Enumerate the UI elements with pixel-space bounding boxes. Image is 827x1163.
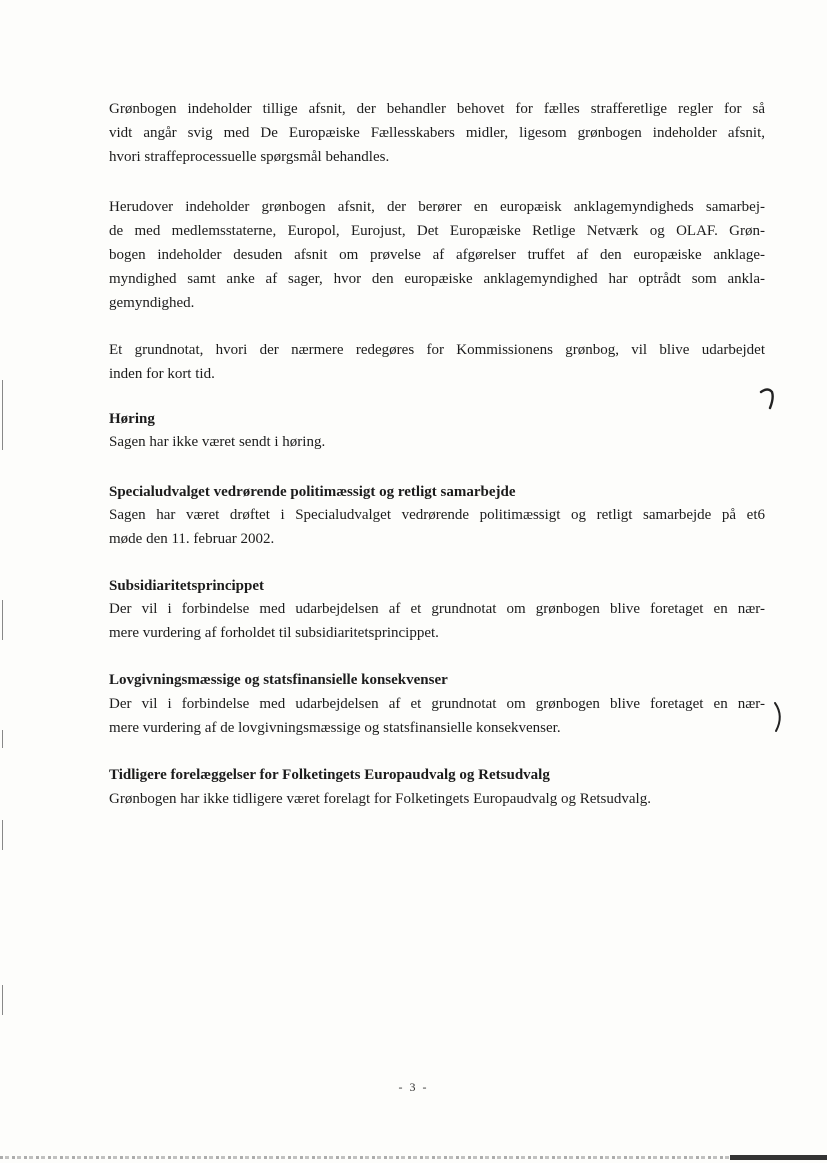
- paragraph-1: [109, 97, 765, 169]
- scan-edge-mark: [2, 985, 3, 1015]
- text-line: Der vil i forbindelse med udarbejdelsen af et grundnotat om grønbogen blive foretaget en nær-: [109, 601, 765, 617]
- text-line: mere vurdering af de lovgivningsmæssige og statsfinansielle konsekvenser.: [109, 720, 561, 736]
- scan-mark-paren: [772, 700, 788, 734]
- section-text-horing: Sagen har ikke været sendt i høring.: [109, 434, 326, 450]
- section-text-konsekvenser: [109, 692, 765, 740]
- text-line: Herudover indeholder grønbogen afsnit, der berører en europæisk anklagemyndigheds samarbej-: [109, 199, 765, 215]
- scan-edge-mark: [2, 730, 3, 748]
- scan-bottom-line: [0, 1156, 827, 1159]
- scan-edge-mark: [2, 820, 3, 850]
- scan-edge-mark: [2, 380, 3, 450]
- section-heading-tidligere: Tidligere forelæggelser for Folketingets Europaudvalg og Retsudvalg: [109, 767, 550, 783]
- text-line: inden for kort tid.: [109, 366, 215, 382]
- scan-edge-mark: [2, 600, 3, 640]
- section-text-subsidiaritet: [109, 597, 765, 645]
- section-heading-konsekvenser: Lovgivningsmæssige og statsfinansielle konsekvenser: [109, 672, 448, 688]
- section-heading-subsidiaritet: Subsidiaritetsprincippet: [109, 578, 265, 594]
- text-line: møde den 11. februar 2002.: [109, 531, 275, 547]
- scan-mark-hook: [758, 386, 780, 412]
- page-number: - 3 -: [398, 1080, 429, 1094]
- paragraph-3: [109, 338, 765, 386]
- section-text-tidligere: Grønbogen har ikke tidligere været forelagt for Folketingets Europaudvalg og Retsudvalg.: [109, 791, 651, 807]
- text-line: Der vil i forbindelse med udarbejdelsen af et grundnotat om grønbogen blive foretaget en nær-: [109, 696, 765, 712]
- text-line: mere vurdering af forholdet til subsidiaritetsprincippet.: [109, 625, 439, 641]
- section-heading-horing: Høring: [109, 411, 155, 427]
- text-line: Grønbogen indeholder tillige afsnit, der behandler behovet for fælles strafferetlige regler for så: [109, 101, 765, 117]
- scan-bottom-bar: [730, 1155, 827, 1160]
- text-line: Et grundnotat, hvori der nærmere redegøres for Kommissionens grønbog, vil blive udarbejdet: [109, 342, 765, 358]
- text-line: myndighed samt anke af sager, hvor den europæiske anklagemyndighed har optrådt som ankla-: [109, 271, 765, 287]
- text-line: bogen indeholder desuden afsnit om prøvelse af afgørelser truffet af den europæiske anklage-: [109, 247, 765, 263]
- paragraph-2: [109, 195, 765, 315]
- section-heading-specialudvalget: Specialudvalget vedrørende politimæssigt og retligt samarbejde: [109, 484, 516, 500]
- text-line: Sagen har været drøftet i Specialudvalget vedrørende politimæssigt og retligt samarbejde på et6: [109, 507, 765, 523]
- text-line: hvori straffeprocessuelle spørgsmål behandles.: [109, 149, 390, 165]
- section-text-specialudvalget: [109, 503, 765, 551]
- text-line: gemyndighed.: [109, 295, 195, 311]
- text-line: de med medlemsstaterne, Europol, Eurojust, Det Europæiske Retlige Netværk og OLAF. Grøn-: [109, 223, 765, 239]
- text-line: vidt angår svig med De Europæiske Fællesskabers midler, ligesom grønbogen indeholder afsnit,: [109, 125, 765, 141]
